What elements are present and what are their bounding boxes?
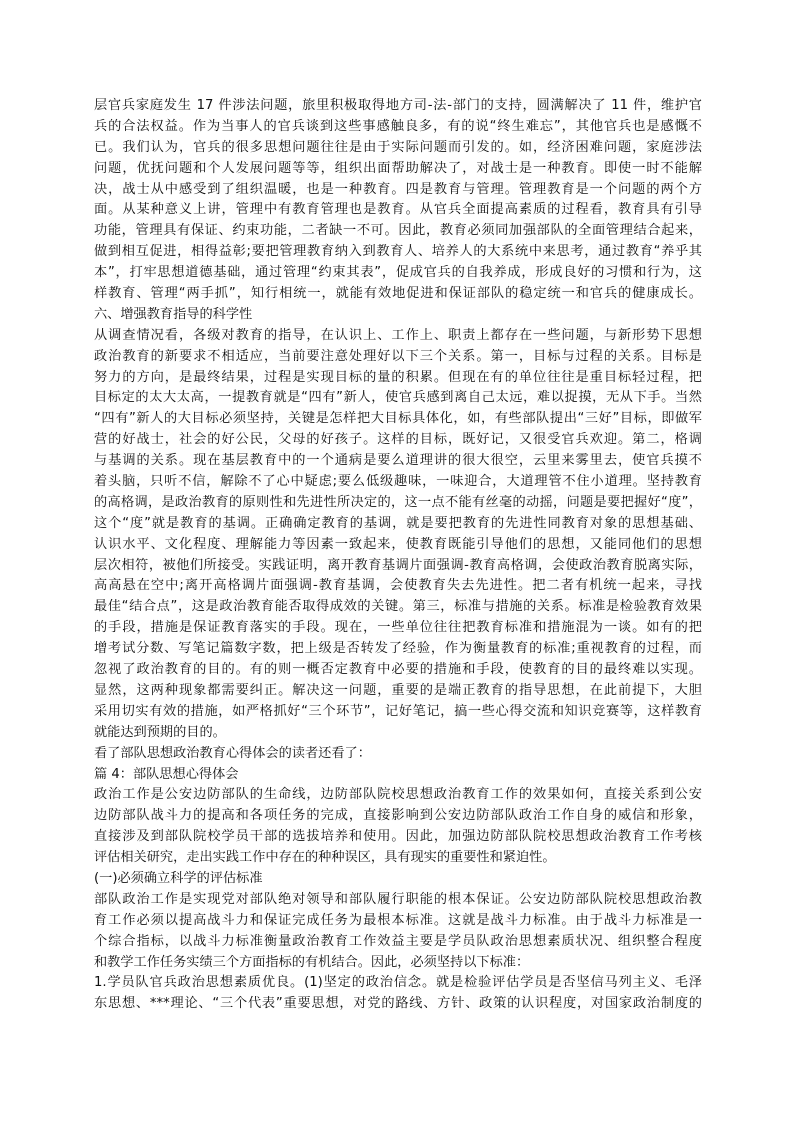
text-line: 育工作必须以提高战斗力和保证完成任务为最根本标准。这就是战斗力标准。由于战斗力标准是一 [94,912,702,928]
text-line: 认识水平、文化程度、理解能力等因素一致起来，使教育既能引导他们的思想，又能同他们的思想 [94,536,702,552]
text-line: 就能达到预期的目的。 [94,724,226,740]
text-line: 直接涉及到部队院校学员干部的选拔培养和使用。因此，加强边防部队院校思想政治教育工作考核 [94,829,702,845]
text-line: 层官兵家庭发生 17 件涉法问题，旅里积极取得地方司-法-部门的支持，圆满解决了 11 件，维护官 [94,98,702,113]
text-line: 已。我们认为，官兵的很多思想问题往往是由于实际问题而引发的。如，经济困难问题，家庭涉法 [94,139,702,155]
text-line: 目标定的太大太高，一提教育就是“四有”新人，使官兵感到离自己太远，难以捉摸，无从下手。当然 [94,390,702,406]
text-line: 1.学员队官兵政治思想素质优良。(1)坚定的政治信念。就是检验评估学员是否坚信马列主义、毛泽 [94,975,702,991]
text-line: 边防部队战斗力的提高和各项任务的完成，直接影响到公安边防部队政治工作自身的威信和形象， [94,808,702,824]
text-line: 个综合指标，以战斗力标准衡量政治教育工作效益主要是学员队政治思想素质状况、组织整合程度 [94,933,702,949]
document-body [94,96,702,1015]
text-line: 六、增强教育指导的科学性 [94,306,253,322]
text-line: 政治工作是公安边防部队的生命线，边防部队院校思想政治教育工作的效果如何，直接关系到公安 [94,787,702,803]
text-line: 营的好战士，社会的好公民，父母的好孩子。这样的目标，既好记，又很受官兵欢迎。第二，格调 [94,432,702,448]
text-line: 的手段，措施是保证教育落实的手段。现在，一些单位往往把教育标准和措施混为一谈。如有的把 [94,620,702,636]
text-line: 政治教育的新要求不相适应，当前要注意处理好以下三个关系。第一，目标与过程的关系。目标是 [94,348,702,364]
text-line: 层次相符，被他们所接受。实践证明，离开教育基调片面强调-教育高格调，会使政治教育脱离实际， [94,557,702,573]
text-line: 本”，打牢思想道德基础，通过管理“约束其表”，促成官兵的自我养成，形成良好的习惯和行为，这 [94,265,702,281]
text-line: 面。从某种意义上讲，管理中有教育管理也是教育。从官兵全面提高素质的过程看，教育具有引导 [94,202,702,218]
text-line: 努力的方向，是最终结果，过程是实现目标的量的积累。但现在有的单位往往是重目标轻过程，把 [94,369,702,385]
text-line: 篇 4：部队思想心得体会 [94,766,239,782]
text-line: 忽视了政治教育的目的。有的则一概否定教育中必要的措施和手段，使教育的目的最终难以实现。 [94,662,702,678]
text-line: 高高悬在空中;离开高格调片面强调-教育基调，会使教育失去先进性。把二者有机统一起来，寻找 [94,578,702,594]
text-line: 评估相关研究，走出实践工作中存在的种种误区，具有现实的重要性和紧迫性。 [94,850,556,866]
text-line: 的高格调，是政治教育的原则性和先进性所决定的，这一点不能有丝毫的动摇，问题是要把握好“度”， [94,494,702,510]
text-line: 这个“度”就是教育的基调。正确确定教育的基调，就是要把教育的先进性同教育对象的思想基础、 [94,515,702,531]
text-line: 做到相互促进，相得益彰;要把管理教育纳入到教育人、培养人的大系统中来思考，通过教育“养乎其 [94,244,702,260]
text-line: 着头脑，只听不信，解除不了心中疑虑;要么低级趣味，一味迎合，大道理管不住小道理。坚持教育 [94,474,702,490]
text-line: 东思想、***理论、“三个代表”重要思想，对党的路线、方针、政策的认识程度，对国家政治制度的 [94,996,702,1012]
text-line: 样教育、管理“两手抓”，知行相统一，就能有效地促进和保证部队的稳定统一和官兵的健康成长。 [94,286,702,302]
text-line: 决，战士从中感受到了组织温暖，也是一种教育。四是教育与管理。管理教育是一个问题的两个方 [94,181,702,197]
text-line: 从调查情况看，各级对教育的指导，在认识上、工作上、职责上都存在一些问题，与新形势下思想 [94,327,702,343]
text-line: 看了部队思想政治教育心得体会的读者还看了： [94,745,371,761]
text-line: 与基调的关系。现在基层教育中的一个通病是要么道理讲的很大很空，云里来雾里去，使官兵摸不 [94,453,702,469]
text-line: 采用切实有效的措施，如严格抓好“三个环节”，记好笔记，搞一些心得交流和知识竞赛等，这样教育 [94,703,702,719]
text-line: 功能，管理具有保证、约束功能，二者缺一不可。因此，教育必须同加强部队的全面管理结合起来， [94,223,702,239]
text-line: 部队政治工作是实现党对部队绝对领导和部队履行职能的根本保证。公安边防部队院校思想政治教 [94,891,702,907]
text-line: 兵的合法权益。作为当事人的官兵谈到这些事感触良多，有的说“终生难忘”，其他官兵也是感慨不 [94,118,702,134]
text-line: 和教学工作任务实绩三个方面指标的有机结合。因此，必须坚持以下标准： [94,954,530,970]
text-line: 最佳“结合点”，这是政治教育能否取得成效的关键。第三，标准与措施的关系。标准是检验教育效果 [94,599,702,615]
text-line: (一)必须确立科学的评估标准 [94,870,263,886]
text-line: “四有”新人的大目标必须坚持，关键是怎样把大目标具体化，如，有些部队提出“三好”目标，即做军 [94,411,702,427]
text-line: 显然，这两种现象都需要纠正。解决这一问题，重要的是端正教育的指导思想，在此前提下，大胆 [94,682,702,698]
text-line: 增考试分数、写笔记篇数字数，把上级是否转发了经验，作为衡量教育的标准;重视教育的过程，而 [94,641,702,657]
text-line: 问题，优抚问题和个人发展问题等等，组织出面帮助解决了，对战士是一种教育。即使一时不能解 [94,160,702,176]
